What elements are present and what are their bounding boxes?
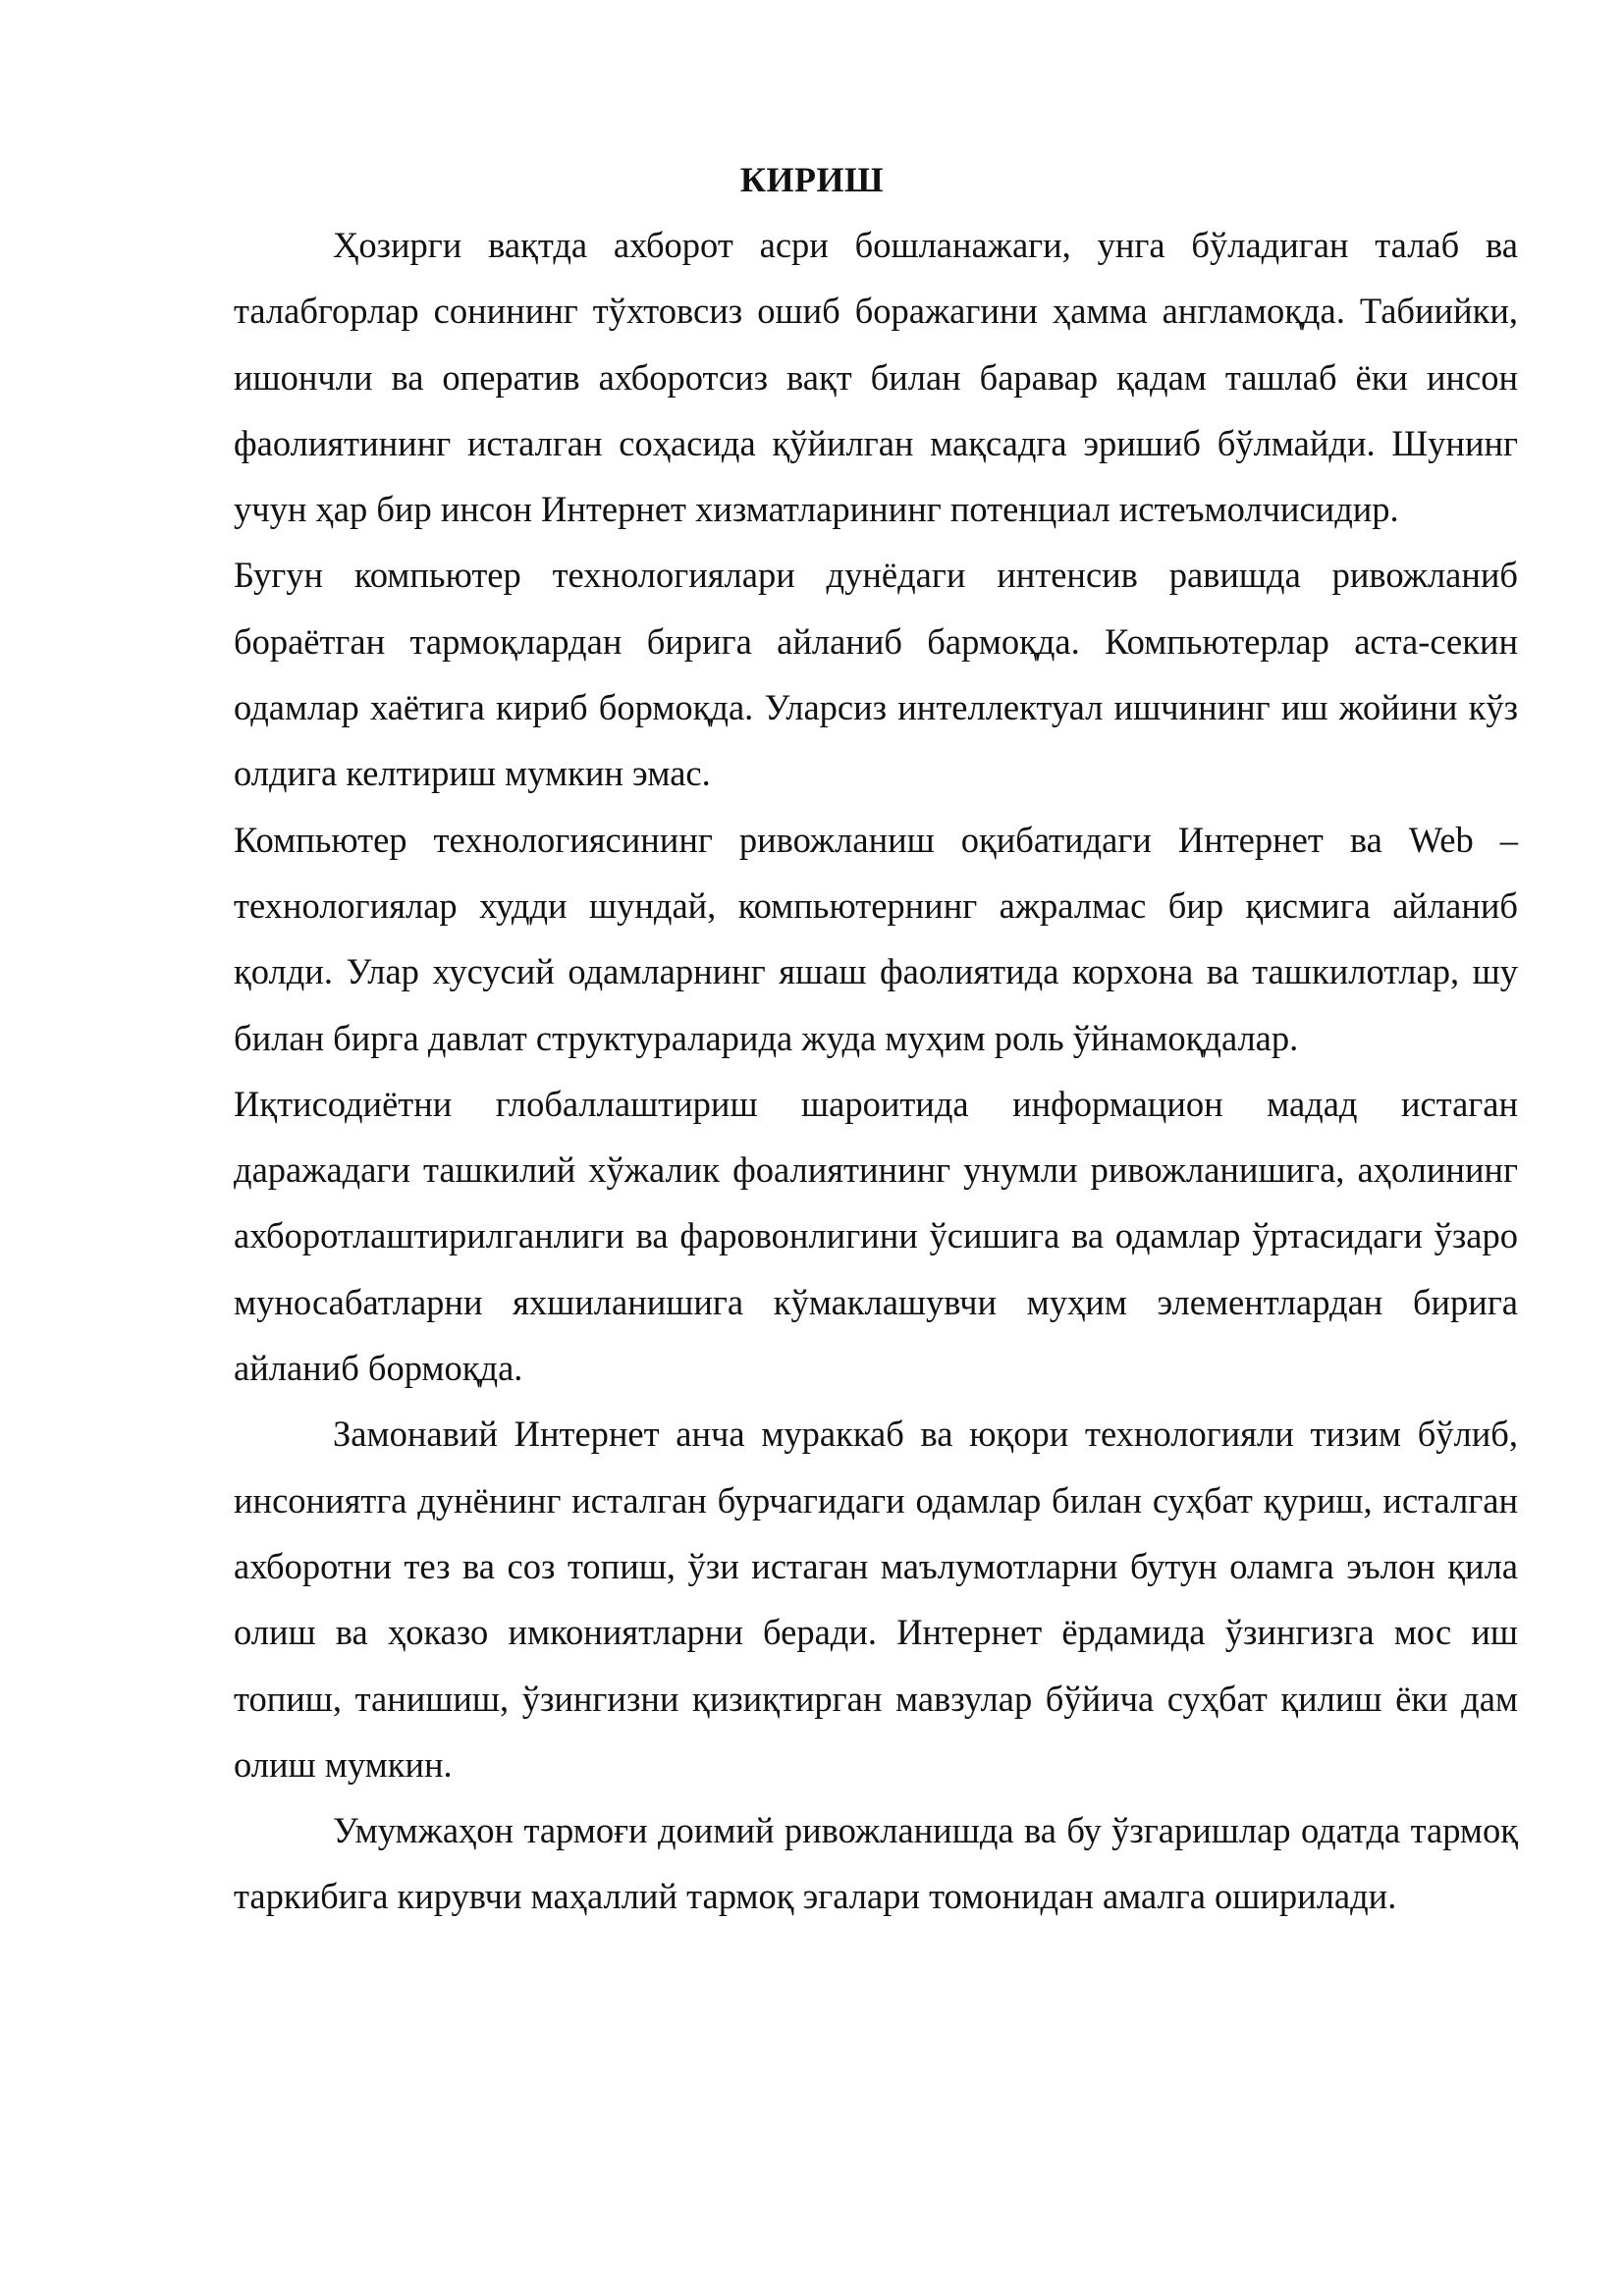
paragraph-6: Умумжаҳон тармоғи доимий ривожланишда ва бу ўзгаришлар одатда тармоқ таркибига кирувчи маҳаллий тармоқ эгалари томонидан амалга оширилади. bbox=[234, 1810, 1518, 1917]
paragraph-5: Замонавий Интернет анча мураккаб ва юқори технологияли тизим бўлиб, инсониятга дунёнинг исталган бурчагидаги одамлар билан суҳбат қуриш, исталган ахборотни тез ва соз топиш, ўзи истаган маълумотларни бутун оламга эълон қила олиш ва ҳоказо имкониятларни беради. Интернет ёрдамида ўзингизга мос иш топиш, танишиш, ўзингизни қизиқтирган мавзулар бўйича суҳбат қилиш ёки дам олиш мумкин. bbox=[234, 1414, 1518, 1785]
paragraph-2: Бугун компьютер технологиялари дунёдаги интенсив равишда ривожланиб бораётган тармоқлардан бирига айланиб бармоқда. Компьютерлар аста-секин одамлар хаётига кириб бормоқда. Уларсиз интеллектуал ишчининг иш жойини кўз олдига келтириш мумкин эмас. bbox=[234, 555, 1518, 794]
document-body bbox=[234, 212, 1518, 1930]
page-title: КИРИШ bbox=[739, 160, 885, 199]
paragraph-3: Компьютер технологиясининг ривожланиш оқибатидаги Интернет ва Web – технологиялар худди шундай, компьютернинг ажралмас бир қисмига айланиб қолди. Улар хусусий одамларнинг яшаш фаолиятида корхона ва ташкилотлар, шу билан бирга давлат структураларида жуда муҳим роль ўйнамоқдалар. bbox=[234, 819, 1518, 1058]
paragraph-1: Ҳозирги вақтда ахборот асри бошланажаги, унга бўладиган талаб ва талабгорлар сонининг тўхтовсиз ошиб боражагини ҳамма англамоқда. Табиийки, ишончли ва оператив ахборотсиз вақт билан баравар қадам ташлаб ёки инсон фаолиятининг исталган соҳасида қўйилган мақсадга эришиб бўлмайди. Шунинг учун ҳар бир инсон Интернет хизматларининг потенциал истеъмолчисидир. bbox=[234, 225, 1518, 530]
paragraph-4: Иқтисодиётни глобаллаштириш шароитида информацион мадад истаган даражадаги ташкилий хўжалик фоалиятининг унумли ривожланишига, аҳолининг ахборотлаштирилганлиги ва фаровонлигини ўсишига ва одамлар ўртасидаги ўзаро муносабатларни яхшиланишига кўмаклашувчи муҳим элементлардан бирига айланиб бормоқда. bbox=[234, 1083, 1518, 1389]
